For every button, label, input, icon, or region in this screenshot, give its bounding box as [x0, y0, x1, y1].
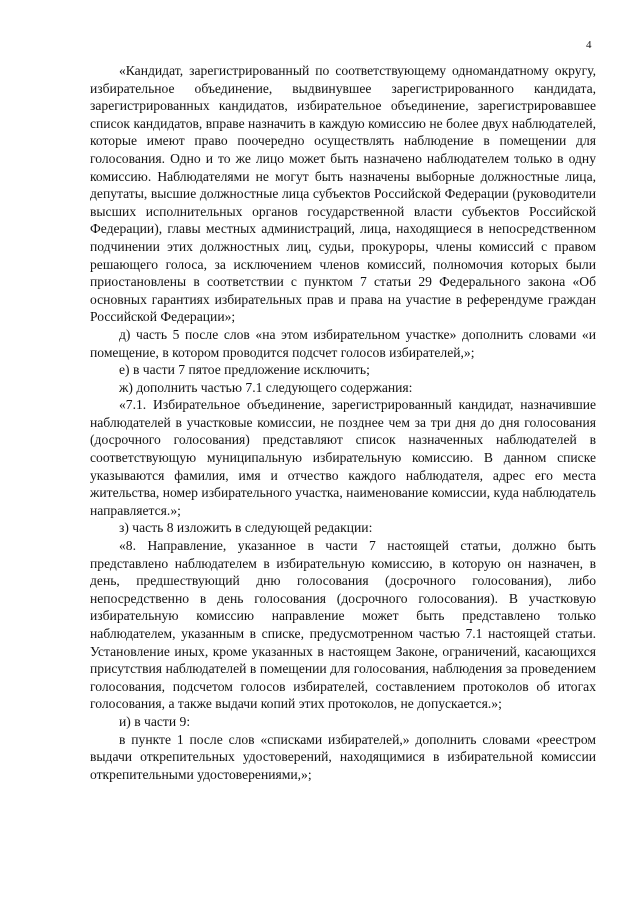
paragraph-candidate-observers: «Кандидат, зарегистрированный по соответствующему одномандатному округу, избирательное объединение, выдвинувшее зарегистрированного кандидата, зарегистрированных кандидатов, избирательное объединение, зарегистрировавшее список кандидатов, вправе назначить в каждую комиссию не более двух наблюдателей, которые имеют право поочередно осуществлять наблюдение в помещении для голосования. Одно и то же лицо может быть назначено наблюдателем только в одну комиссию. Наблюдателями не могут быть назначены выборные должностные лица, депутаты, высшие должностные лица субъектов Российской Федерации (руководители высших исполнительных органов государственной власти субъектов Российской Федерации), главы местных администраций, лица, находящиеся в непосредственном подчинении этих должностных лиц, судьи, прокуроры, члены комиссий с правом решающего голоса, за исключением членов комиссий, полномочия которых были приостановлены в соответствии с пунктом 7 статьи 29 Федерального закона «Об основных гарантиях избирательных прав и права на участие в референдуме граждан Российской Федерации»; — [90, 63, 596, 325]
document-body — [90, 62, 596, 783]
page-number: 4 — [586, 39, 592, 51]
paragraph-item-z: з) часть 8 изложить в следующей редакции: — [119, 520, 373, 536]
paragraph-item-d: д) часть 5 после слов «на этом избирательном участке» дополнить словами «и помещение, в котором проводится подсчет голосов избирателей,»; — [90, 326, 596, 360]
paragraph-part-8: «8. Направление, указанное в части 7 настоящей статьи, должно быть представлено наблюдателем в избирательную комиссию, в которую он назначен, в день, предшествующий дню голосования (досрочного голосования), либо непосредственно в день голосования (досрочного голосования). В участковую избирательную комиссию направление может быть представлено только наблюдателем, указанным в списке, предусмотренном частью 7.1 настоящей статьи. Установление иных, кроме указанных в настоящем Законе, ограничений, касающихся присутствия наблюдателей в помещении для голосования, наблюдения за проведением голосования, подсчетом голосов избирателей, составлением протоколов об итогах голосования, а также выдачи копий этих протоколов, не допускается.»; — [90, 538, 596, 712]
paragraph-part-7-1: «7.1. Избирательное объединение, зарегистрированный кандидат, назначившие наблюдателей в участковые комиссии, не позднее чем за три дня до дня голосования (досрочного голосования) представляют список назначенных наблюдателей в соответствующую муниципальную избирательную комиссию. В данном списке указываются фамилия, имя и отчество каждого наблюдателя, адрес его места жительства, номер избирательного участка, наименование комиссии, куда наблюдатель направляется.»; — [90, 397, 596, 518]
paragraph-item-i: и) в части 9: — [119, 713, 191, 729]
paragraph-item-zh: ж) дополнить частью 7.1 следующего содержания: — [119, 379, 413, 395]
paragraph-point-1: в пункте 1 после слов «списками избирателей,» дополнить словами «реестром выдачи открепительных удостоверений, находящимися в избирательной комиссии открепительными удостоверениями,»; — [90, 731, 596, 782]
paragraph-item-e: е) в части 7 пятое предложение исключить; — [119, 362, 370, 378]
